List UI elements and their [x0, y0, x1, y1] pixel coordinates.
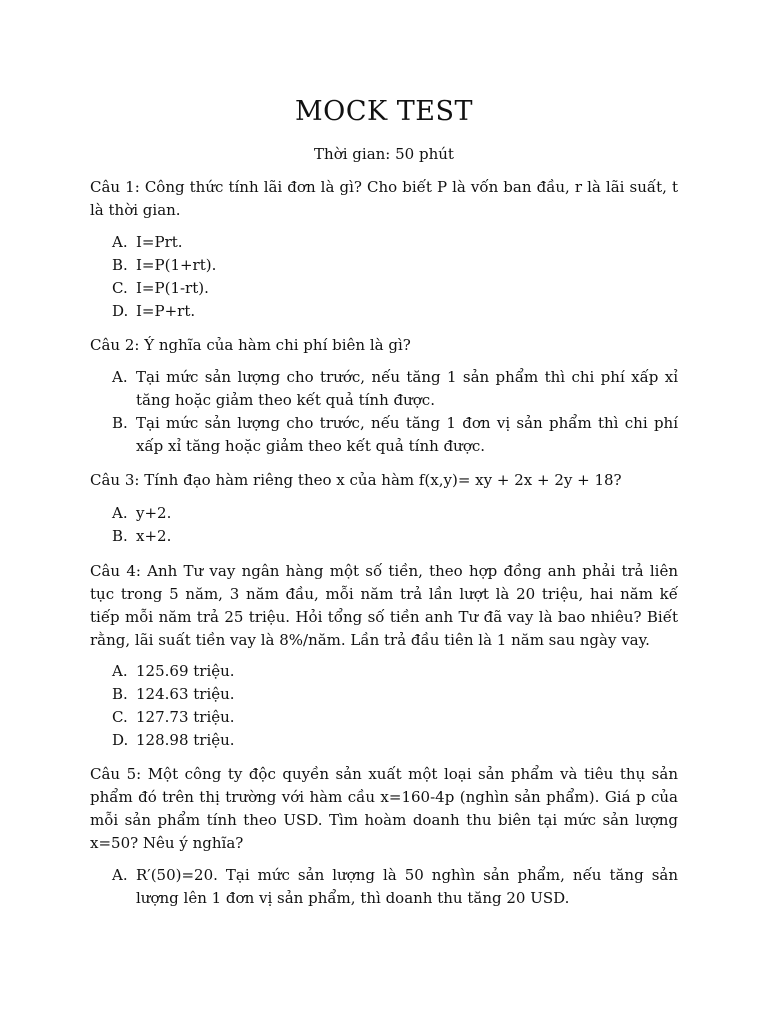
question-5-text: Câu 5: Một công ty độc quyền sản xuất một loại sản phẩm và tiêu thụ sản phẩm đó trên thị trường với hàm cầu x=160-4p (nghìn sản phẩm). Giá p của mỗi sản phẩm tính theo USD. Tìm hoàm doanh thu biên tại mức sản lượng x=50? Nêu ý nghĩa? [90, 765, 678, 852]
option-item [112, 525, 678, 548]
time-limit: Thời gian: 50 phút [314, 145, 454, 163]
option-item [112, 300, 678, 323]
option-text: I=P(1+rt). [136, 256, 217, 274]
option-item [112, 660, 678, 683]
option-letter: B. [112, 256, 128, 274]
document-title: MOCK TEST [295, 96, 473, 127]
option-text: Tại mức sản lượng cho trước, nếu tăng 1 sản phẩm thì chi phí xấp xỉ tăng hoặc giảm theo kết quả tính được. [136, 368, 678, 409]
option-item [112, 864, 678, 910]
option-item [112, 729, 678, 752]
option-item [112, 683, 678, 706]
option-letter: A. [112, 233, 128, 251]
option-item [112, 706, 678, 729]
option-letter: C. [112, 708, 128, 726]
question-2-text: Câu 2: Ý nghĩa của hàm chi phí biên là gì? [90, 336, 411, 354]
option-item [112, 277, 678, 300]
option-item [112, 231, 678, 254]
question-1-text: Câu 1: Công thức tính lãi đơn là gì? Cho biết P là vốn ban đầu, r là lãi suất, t là thời gian. [90, 178, 678, 219]
option-item [112, 412, 678, 458]
option-text: 124.63 triệu. [136, 685, 235, 703]
option-text: 127.73 triệu. [136, 708, 235, 726]
option-item [112, 254, 678, 277]
option-letter: C. [112, 279, 128, 297]
question-2-options [112, 366, 678, 458]
question-5-options [112, 864, 678, 910]
question-1-options [112, 231, 678, 323]
option-letter: B. [112, 685, 128, 703]
option-text: I=P(1-rt). [136, 279, 209, 297]
option-text: I=Prt. [136, 233, 183, 251]
option-letter: A. [112, 866, 128, 884]
option-letter: D. [112, 302, 129, 320]
option-letter: B. [112, 414, 128, 432]
option-letter: A. [112, 368, 128, 386]
option-item [112, 502, 678, 525]
option-text: R′(50)=20. Tại mức sản lượng là 50 nghìn sản phẩm, nếu tăng sản lượng lên 1 đơn vị sản phẩm, thì doanh thu tăng 20 USD. [136, 866, 678, 907]
option-item [112, 366, 678, 412]
question-4-text: Câu 4: Anh Tư vay ngân hàng một số tiền, theo hợp đồng anh phải trả liên tục trong 5 năm, 3 năm đầu, mỗi năm trả lần lượt là 20 triệu, hai năm kế tiếp mỗi năm trả 25 triệu. Hỏi tổng số tiền anh Tư đã vay là bao nhiêu? Biết rằng, lãi suất tiền vay là 8%/năm. Lần trả đầu tiên là 1 năm sau ngày vay. [90, 562, 678, 649]
option-text: x+2. [136, 527, 172, 545]
option-letter: B. [112, 527, 128, 545]
option-text: I=P+rt. [136, 302, 196, 320]
question-3-options [112, 502, 678, 548]
option-letter: A. [112, 662, 128, 680]
question-4-options [112, 660, 678, 752]
option-letter: A. [112, 504, 128, 522]
question-3-text: Câu 3: Tính đạo hàm riêng theo x của hàm f(x,y)= xy + 2x + 2y + 18? [90, 471, 622, 489]
option-text: Tại mức sản lượng cho trước, nếu tăng 1 đơn vị sản phẩm thì chi phí xấp xỉ tăng hoặc giảm theo kết quả tính được. [136, 414, 678, 455]
option-text: 125.69 triệu. [136, 662, 235, 680]
option-text: y+2. [136, 504, 172, 522]
option-letter: D. [112, 731, 129, 749]
option-text: 128.98 triệu. [136, 731, 235, 749]
